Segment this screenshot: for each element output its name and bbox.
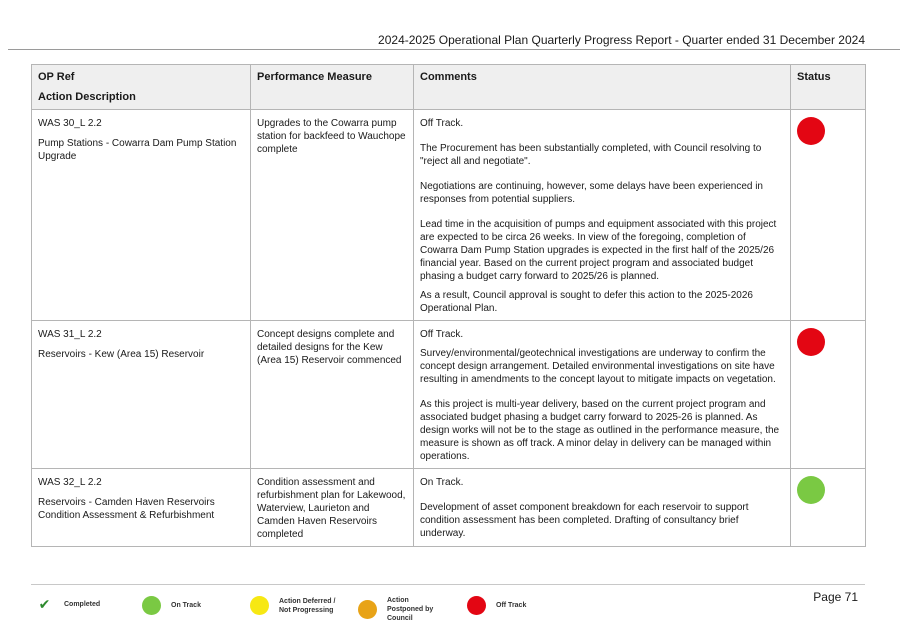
comment-paragraph: Lead time in the acquisition of pumps and equipment associated with this project are expected to be circa 26 weeks. In view of the foregoing, completion of Cowarra Dam Pump Station upgrades is expected in the first half of the 2025/26 financial year. Based on the current project program and associated budget phasing a budget carry forward to 2025/26 is planned. (420, 219, 777, 282)
postponed-dot-icon (358, 600, 377, 619)
document-header (8, 32, 900, 50)
ref-cell (32, 321, 251, 469)
legend-item-off-track (467, 596, 526, 615)
table-header-row (32, 65, 866, 110)
performance-measure: Concept designs complete and detailed designs for the Kew (Area 15) Reservoir commenced (257, 329, 402, 366)
legend-item-completed (35, 596, 100, 613)
header-action-description-label: Action Description (38, 91, 136, 103)
legend-label: Action Postponed by Council (387, 597, 434, 622)
performance-measure: Condition assessment and refurbishment plan for Lakewood, Waterview, Laurieton and Camden Haven Reservoirs completed (257, 477, 406, 540)
comment-paragraph: As a result, Council approval is sought to defer this action to the 2025-2026 Operational Plan. (420, 290, 753, 314)
comment-paragraph: The Procurement has been substantially completed, with Council resolving to "reject all and negotiate". (420, 143, 762, 167)
header-comments: Comments (414, 65, 791, 110)
ref-cell (32, 110, 251, 321)
progress-table (31, 64, 866, 547)
status-legend (31, 592, 551, 626)
action-description: Reservoirs - Kew (Area 15) Reservoir (38, 349, 205, 360)
comment-paragraph: Off Track. (420, 118, 464, 129)
legend-label: Action Deferred / Not Progressing (279, 597, 336, 614)
comment-paragraph: Survey/environmental/geotechnical investigations are underway to confirm the concept design arrangement. Detailed environmental investigations on site have resulting in amendments to the concept layout to mitigate impacts on vegetation. (420, 348, 776, 385)
comment-paragraph: Negotiations are continuing, however, some delays have been experienced in responses from potential suppliers. (420, 181, 763, 205)
page-number: Page 71 (813, 590, 858, 604)
measure-cell (251, 110, 414, 321)
comment-paragraph: As this project is multi-year delivery, based on the current project program and associated budget phasing a budget carry forward to 2025-26 is planned. As design works will not be to the stage as outlined in the performance measure, the measure is shown as off track. A minor delay in delivery can be managed within operations. (420, 399, 780, 462)
op-ref: WAS 30_L 2.2 (38, 118, 102, 129)
legend-item-deferred (250, 596, 345, 615)
table-row (32, 110, 866, 321)
legend-label: Completed (64, 601, 101, 608)
status-off-track-icon (797, 117, 825, 145)
measure-cell (251, 469, 414, 547)
deferred-dot-icon (250, 596, 269, 615)
on-track-dot-icon (142, 596, 161, 615)
performance-measure: Upgrades to the Cowarra pump station for backfeed to Wauchope complete (257, 118, 406, 155)
ref-cell (32, 469, 251, 547)
comment-paragraph: On Track. (420, 477, 464, 488)
status-off-track-icon (797, 328, 825, 356)
op-ref: WAS 32_L 2.2 (38, 477, 102, 488)
footer-divider (31, 584, 865, 585)
legend-label: On Track (171, 602, 201, 609)
table-row (32, 469, 866, 547)
action-description: Pump Stations - Cowarra Dam Pump Station Upgrade (38, 138, 237, 162)
report-title: 2024-2025 Operational Plan Quarterly Progress Report - Quarter ended 31 December 2024 (378, 33, 865, 47)
status-cell (791, 469, 866, 547)
header-performance-measure: Performance Measure (251, 65, 414, 110)
status-cell (791, 321, 866, 469)
comments-cell (414, 110, 791, 321)
header-op-ref-label: OP Ref (38, 71, 75, 83)
table-row (32, 321, 866, 469)
legend-label: Off Track (496, 602, 527, 609)
check-icon: ✔ (38, 596, 51, 612)
status-on-track-icon (797, 476, 825, 504)
comment-paragraph: Off Track. (420, 329, 464, 340)
comments-cell (414, 321, 791, 469)
status-cell (791, 110, 866, 321)
legend-item-postponed (358, 596, 439, 623)
measure-cell (251, 321, 414, 469)
off-track-dot-icon (467, 596, 486, 615)
comment-paragraph: Development of asset component breakdown for each reservoir to support condition assessment has been completed. Drafting of consultancy brief underway. (420, 502, 749, 539)
op-ref: WAS 31_L 2.2 (38, 329, 102, 340)
action-description: Reservoirs - Camden Haven Reservoirs Condition Assessment & Refurbishment (38, 497, 215, 521)
header-op-ref (32, 65, 251, 110)
header-status: Status (791, 65, 866, 110)
comments-cell (414, 469, 791, 547)
legend-item-on-track (142, 596, 201, 615)
